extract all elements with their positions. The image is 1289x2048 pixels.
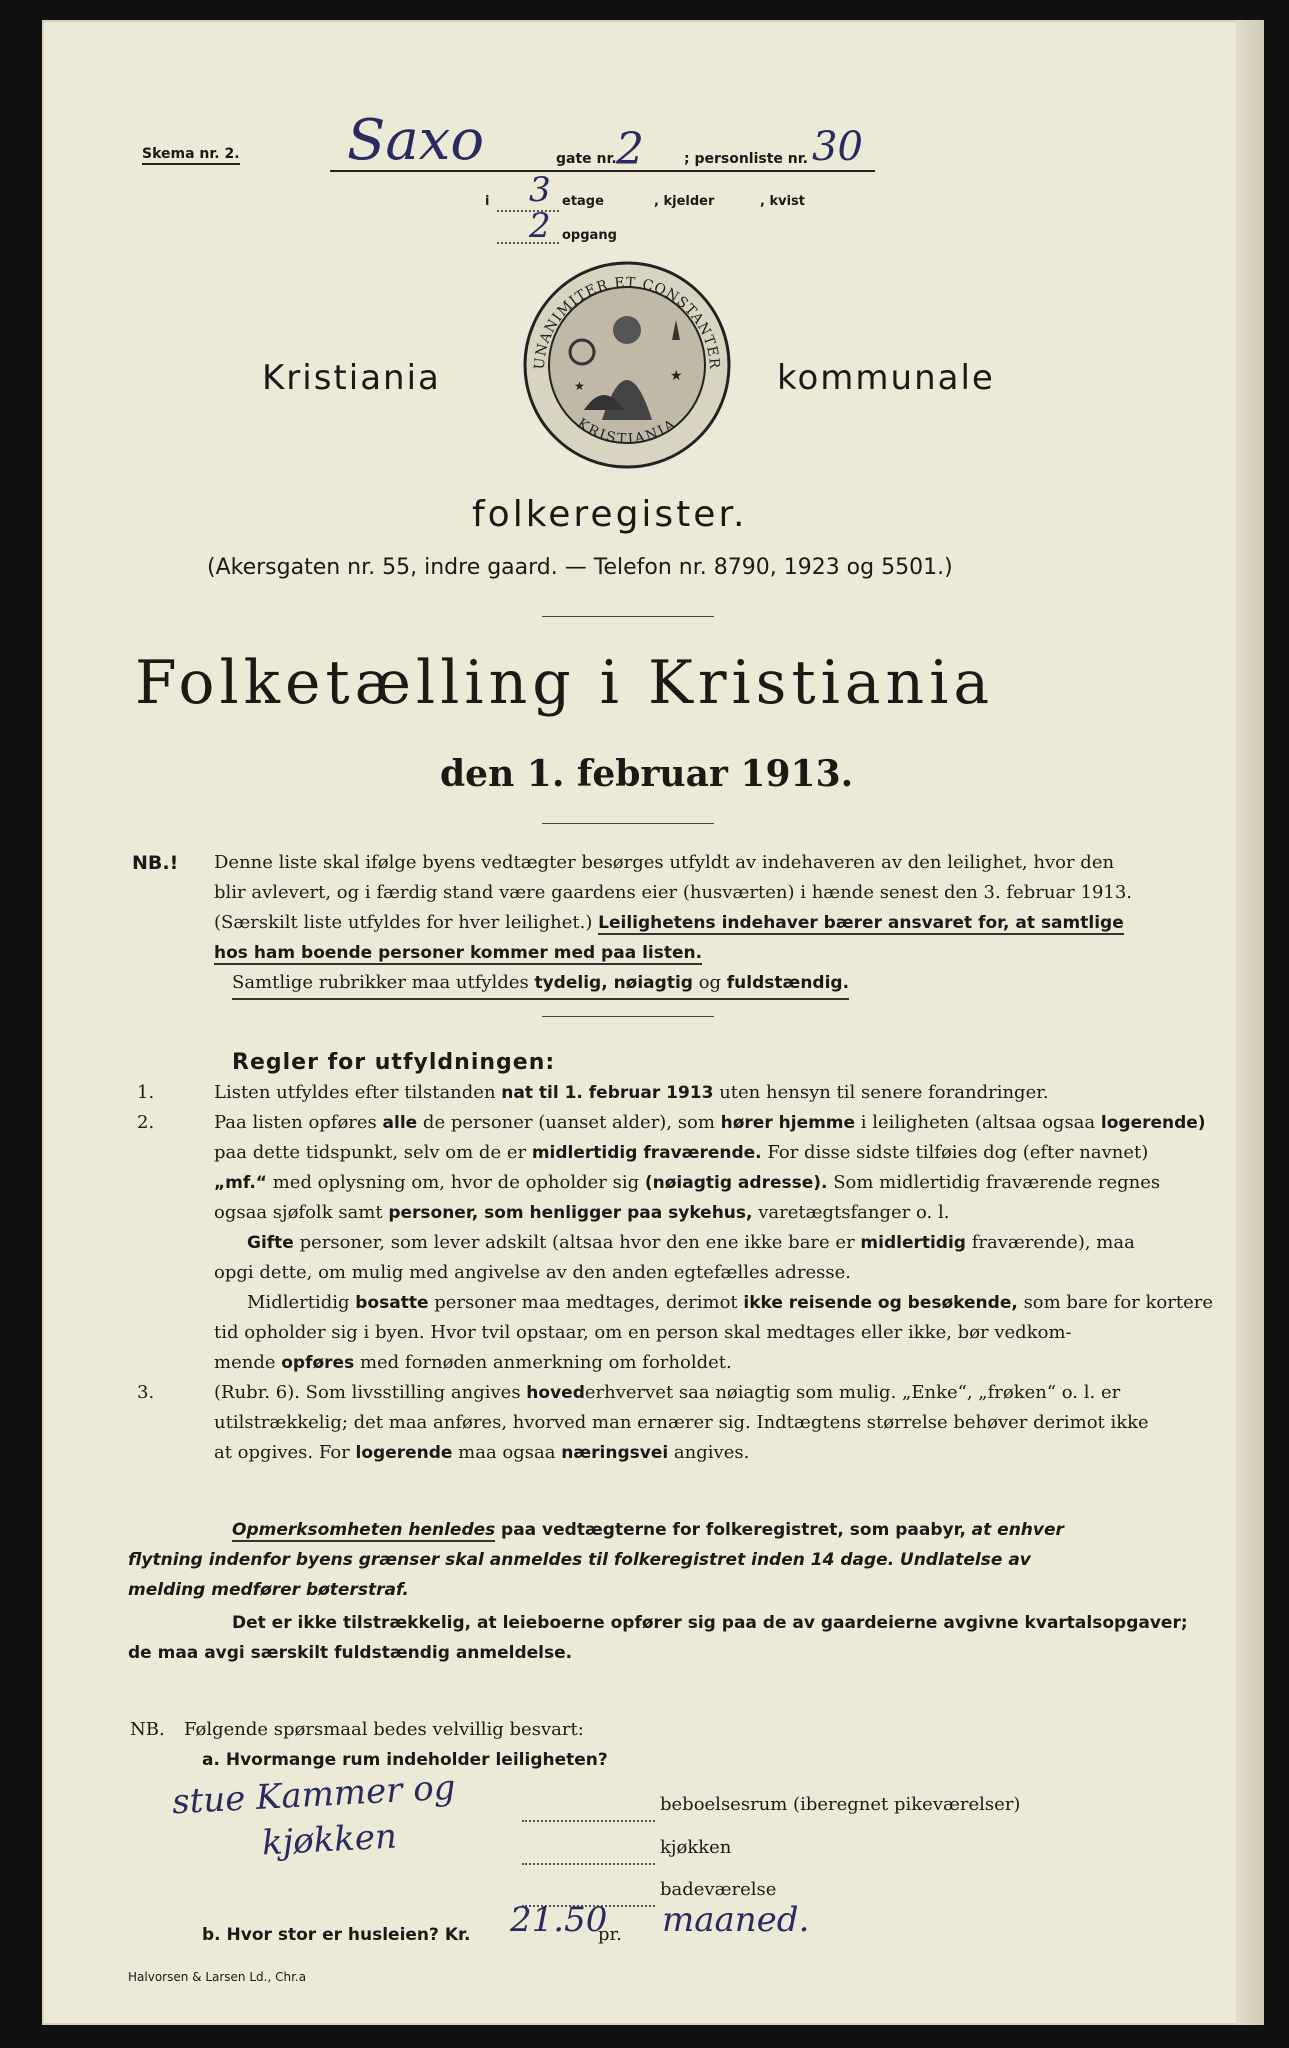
handwritten-rooms-1: stue Kammer og: [171, 1767, 457, 1823]
street-handwritten: Saxo: [347, 108, 485, 173]
rule-2-line-6: opgi dette, om mulig med angivelse av den anden egtefælles adresse.: [214, 1262, 851, 1283]
rule-2-7c: personer maa medtages, derimot: [434, 1292, 738, 1313]
notice-line-1: [232, 1515, 1064, 1545]
rule-3-1b: hoved: [526, 1383, 585, 1403]
nb-line-4-text: hos ham boende personer kommer med paa listen.: [214, 943, 703, 963]
divider-nb: [542, 1016, 714, 1017]
notice-line-3: [128, 1575, 409, 1605]
notice-1a: Opmerksomheten henledes: [232, 1520, 496, 1540]
rule-2-3c: (nøiagtig adresse).: [644, 1173, 828, 1193]
rule-1c: uten hensyn til senere forandringer.: [719, 1082, 1049, 1103]
opgang-label: opgang: [562, 228, 617, 243]
kitchen-label: kjøkken: [660, 1837, 732, 1858]
rule-2-9c: med fornøden anmerkning om forholdet.: [359, 1352, 732, 1373]
rule-2-5b: personer, som lever adskilt (altsaa hvor den ene ikke bare er: [299, 1232, 855, 1253]
bath-label: badeværelse: [660, 1879, 777, 1900]
rule-1: [214, 1078, 1049, 1108]
rule-2-1b: alle: [382, 1113, 418, 1133]
kitchen-dotline: [522, 1863, 655, 1865]
opgang-value: 2: [529, 206, 551, 246]
divider-bottom: [542, 823, 714, 824]
svg-text:★: ★: [574, 379, 585, 393]
rule-3-3a: at opgives. For: [214, 1442, 350, 1463]
question-a-text: a. Hvormange rum indeholder leiligheten?: [202, 1750, 608, 1770]
handwritten-rooms-2: kjøkken: [261, 1816, 398, 1864]
printer-credit: Halvorsen & Larsen Ld., Chr.a: [128, 1970, 307, 1984]
rule-3-3e: angives.: [673, 1442, 750, 1463]
rule-2-5c: midlertidig: [860, 1233, 966, 1253]
nb-line-5c: og: [698, 972, 722, 993]
rule-2-7b: bosatte: [355, 1293, 429, 1313]
rule-2-3a: „mf.“: [214, 1173, 267, 1193]
nb-line-5: [232, 968, 849, 1000]
seal-ring-bottom: KRISTIANIA: [574, 415, 680, 448]
rule-2-5a: Gifte: [247, 1233, 294, 1253]
rule-2-line-8: tid opholder sig i byen. Hvor tvil opstaar, om en person skal medtages eller ikke, bør vedkom-: [214, 1322, 1072, 1343]
title-kommunale: kommunale: [777, 358, 995, 398]
rule-2-5d: fraværende), maa: [971, 1232, 1135, 1253]
rule-3-1a: (Rubr. 6). Som livsstilling angives: [214, 1382, 521, 1403]
rule-2-line-5: [247, 1228, 1135, 1258]
census-form-sheet: [42, 20, 1264, 2025]
rule-2-1e: i leiligheten (altsaa ogsaa: [860, 1112, 1096, 1133]
rule-2-1f: logerende): [1100, 1113, 1206, 1133]
notice-5a: de maa avgi særskilt fuldstændig anmeldelse.: [128, 1643, 573, 1663]
rule-1a: Listen utfyldes efter tilstanden: [214, 1082, 496, 1103]
notice-line-5: [128, 1638, 572, 1668]
nb-line-3b: Leilighetens indehaver bærer ansvaret for, at samtlige: [598, 913, 1124, 933]
rule-2-line-4: [214, 1198, 949, 1228]
nb-line-3a: (Særskilt liste utfyldes for hver leilighet.): [214, 912, 593, 933]
rooms-label: beboelsesrum (iberegnet pikeværelser): [660, 1794, 1021, 1815]
rule-2-3d: Som midlertidig fraværende regnes: [833, 1172, 1161, 1193]
nb-line-5b: tydelig, nøiagtig: [534, 973, 693, 993]
rule-2-line-1: [214, 1108, 1206, 1138]
question-b-text: b. Hvor stor er husleien? Kr.: [202, 1925, 471, 1945]
rooms-dotline: [522, 1820, 655, 1822]
kristiania-seal: [522, 260, 732, 470]
rule-2-7d: ikke reisende og besøkende,: [743, 1293, 1018, 1313]
rule-2-1d: hører hjemme: [720, 1113, 856, 1133]
rule-2-3b: med oplysning om, hvor de opholder sig: [272, 1172, 640, 1193]
rent-period: maaned.: [662, 1900, 810, 1940]
kvist-label: , kvist: [760, 194, 805, 209]
rule-2-2b: midlertidig fraværende.: [531, 1143, 762, 1163]
etage-label: etage: [562, 194, 604, 209]
question-b: [202, 1920, 470, 1950]
rule-2-9a: mende: [214, 1352, 276, 1373]
rule-2-4a: ogsaa sjøfolk samt: [214, 1202, 383, 1223]
rule-2-2a: paa dette tidspunkt, selv om de er: [214, 1142, 527, 1163]
nb-label: NB.!: [132, 852, 179, 874]
gate-number: 2: [616, 124, 644, 175]
rule-2-9b: opføres: [281, 1353, 355, 1373]
rule-2-line-3: [214, 1168, 1160, 1198]
nb-line-1: Denne liste skal ifølge byens vedtægter besørges utfyldt av indehaveren av den leilighet, hvor den: [214, 852, 1115, 873]
svg-text:★: ★: [670, 368, 683, 384]
rule-2-line-9: [214, 1348, 732, 1378]
office-address: (Akersgaten nr. 55, indre gaard. — Telefon nr. 8790, 1923 og 5501.): [207, 555, 953, 580]
seal-icon: [522, 260, 732, 470]
title-kristiania: Kristiania: [262, 358, 441, 398]
rule-2-line-7: [247, 1288, 1213, 1318]
personliste-number: 30: [812, 124, 863, 170]
i-label: i: [485, 194, 490, 209]
rule-1b: nat til 1. februar 1913: [501, 1083, 714, 1103]
rule-2-4c: varetægtsfanger o. l.: [758, 1202, 950, 1223]
rule-3-number: 3.: [137, 1382, 155, 1403]
rule-2-2c: For disse sidste tilføies dog (efter navnet): [767, 1142, 1149, 1163]
rule-2-7e: som bare for kortere: [1023, 1292, 1213, 1313]
nb-line-5d: fuldstændig.: [726, 973, 850, 993]
notice-2a: flytning indenfor byens grænser skal anmeldes til folkeregistret inden 14 dage.: [128, 1550, 895, 1570]
questions-nb: NB.: [130, 1719, 165, 1740]
nb-line-2: blir avlevert, og i færdig stand være gaardens eier (husværten) i hænde senest den 3. februar 1913.: [214, 882, 1133, 903]
title-folkeregister: folkeregister.: [472, 494, 748, 535]
rule-2-7a: Midlertidig: [247, 1292, 350, 1313]
rule-1-number: 1.: [137, 1082, 155, 1103]
gate-label: gate nr.: [556, 151, 617, 167]
rule-2-4b: personer, som henligger paa sykehus,: [388, 1203, 753, 1223]
rule-2-1a: Paa listen opføres: [214, 1112, 377, 1133]
questions-intro: Følgende spørsmaal bedes velvillig besvart:: [184, 1719, 584, 1740]
nb-line-3: [214, 908, 1124, 938]
rule-3-3b: logerende: [355, 1443, 453, 1463]
rule-2-line-2: [214, 1138, 1148, 1168]
rules-heading: Regler for utfyldningen:: [232, 1050, 556, 1075]
notice-line-4: [232, 1608, 1188, 1638]
seal-ring-top: UNANIMITER ET CONSTANTER: [531, 274, 723, 371]
rent-amount: 21.50: [510, 1900, 608, 1940]
rule-3-line-1: [214, 1378, 1120, 1408]
rule-2-number: 2.: [137, 1112, 155, 1133]
notice-1b: paa vedtægterne for folkeregistret, som paabyr,: [501, 1520, 966, 1540]
personliste-label: ; personliste nr.: [684, 151, 808, 167]
rule-3-line-3: [214, 1438, 749, 1468]
census-date: den 1. februar 1913.: [440, 753, 854, 795]
notice-2b: Undlatelse av: [899, 1550, 1031, 1570]
notice-4a: Det er ikke tilstrækkelig, at leieboerne opfører sig paa de av gaardeierne avgivne kvartalsopgaver;: [232, 1613, 1188, 1633]
rule-3-3d: næringsvei: [561, 1443, 669, 1463]
rent-pr: pr.: [598, 1924, 622, 1945]
skema-number: Skema nr. 2.: [142, 146, 240, 165]
rule-2-1c: de personer (uanset alder), som: [422, 1112, 715, 1133]
main-title: Folketælling i Kristiania: [135, 648, 995, 718]
rule-3-1c: erhvervet saa nøiagtig som mulig. „Enke“, „frøken“ o. l. er: [584, 1382, 1121, 1403]
rule-3-3c: maa ogsaa: [458, 1442, 556, 1463]
nb-line-5a: Samtlige rubrikker maa utfyldes: [232, 972, 529, 993]
notice-3a: melding medfører bøterstraf.: [128, 1580, 409, 1600]
notice-1c: at enhver: [971, 1520, 1064, 1540]
etage-value: 3: [529, 170, 551, 210]
kjelder-label: , kjelder: [654, 194, 715, 209]
rule-3-line-2: utilstrækkelig; det maa anføres, hvorved man ernærer sig. Indtægtens størrelse behøver derimot ikke: [214, 1412, 1149, 1433]
notice-line-2: [128, 1545, 1031, 1575]
nb-line-4: [214, 938, 702, 968]
divider-top: [542, 616, 714, 617]
nb-line-5-group: [232, 968, 849, 1000]
